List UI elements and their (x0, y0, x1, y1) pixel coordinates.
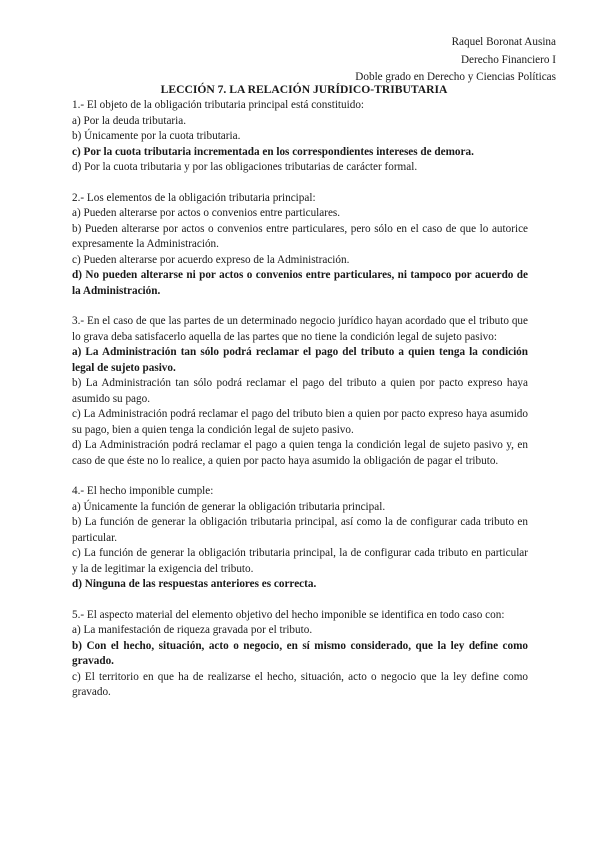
answer-option: a) Únicamente la función de generar la obligación tributaria principal. (72, 500, 386, 513)
question-list (72, 98, 528, 701)
correct-answer-option: c) Por la cuota tributaria incrementada en los correspondientes intereses de demora. (72, 145, 474, 158)
degree-name: Doble grado en Derecho y Ciencias Políticas (355, 71, 556, 83)
correct-answer-option: b) Con el hecho, situación, acto o negocio, en sí mismo considerado, que la ley define como gravado. (72, 639, 528, 667)
question-block (72, 191, 528, 300)
course-name: Derecho Financiero I (460, 53, 556, 66)
correct-answer-option: d) No pueden alterarse ni por actos o convenios entre particulares, ni tampoco por acuerdo de la Administración. (72, 269, 528, 297)
answer-option: c) La función de generar la obligación tributaria principal, la de configurar cada tributo en particular y la de legitimar la exigencia del tributo. (72, 547, 528, 575)
answer-option: a) La manifestación de riqueza gravada por el tributo. (72, 624, 313, 636)
question-stem: 3.- En el caso de que las partes de un determinado negocio jurídico hayan acordado que el tributo que lo grava deba satisfacerlo aquella de las partes que no tiene la condición legal de sujeto pasivo: (72, 315, 528, 343)
question-block (72, 314, 528, 469)
correct-answer-option: d) Ninguna de las respuestas anteriores es correcta. (72, 578, 317, 590)
answer-option: b) Pueden alterarse por actos o convenios entre particulares, pero sólo en el caso de que lo autorice expresamente la Administración. (72, 222, 528, 250)
answer-option: d) La Administración podrá reclamar el pago a quien tenga la condición legal de sujeto pasivo y, en caso de que éste no lo realice, a quien por pacto haya asumido la obligación de pagar el tributo. (72, 439, 528, 467)
question-stem: 4.- El hecho imponible cumple: (72, 485, 214, 497)
question-stem: 2.- Los elementos de la obligación tributaria principal: (72, 191, 316, 204)
answer-option: b) La función de generar la obligación tributaria principal, así como la de configurar cada tributo en particular. (72, 516, 528, 544)
correct-answer-option: a) La Administración tan sólo podrá reclamar el pago del tributo a quien tenga la condición legal de sujeto pasivo. (72, 346, 528, 374)
answer-option: a) Pueden alterarse por actos o convenios entre particulares. (72, 207, 341, 219)
answer-option: b) La Administración tan sólo podrá reclamar el pago del tributo a quien por pacto expreso haya asumido su pago. (72, 377, 528, 405)
answer-option: d) Por la cuota tributaria y por las obligaciones tributarias de carácter formal. (72, 161, 418, 173)
question-stem: 5.- El aspecto material del elemento objetivo del hecho imponible se identifica en todo caso con: (72, 608, 505, 621)
document-header (256, 34, 556, 87)
lesson-title: LECCIÓN 7. LA RELACIÓN JURÍDICO-TRIBUTARIA (160, 83, 448, 96)
question-block (72, 608, 528, 701)
question-block (72, 484, 528, 593)
document-body (72, 82, 528, 701)
answer-option: b) Únicamente por la cuota tributaria. (72, 130, 241, 142)
question-stem: 1.- El objeto de la obligación tributaria principal está constituido: (72, 99, 365, 111)
answer-option: a) Por la deuda tributaria. (72, 114, 187, 127)
answer-option: c) Pueden alterarse por acuerdo expreso de la Administración. (72, 253, 350, 266)
author-name: Raquel Boronat Ausina (451, 36, 556, 48)
answer-option: c) El territorio en que ha de realizarse el hecho, situación, acto o negocio que la ley define como gravado. (72, 670, 528, 698)
answer-option: c) La Administración podrá reclamar el pago del tributo bien a quien por pacto expreso haya asumido su pago, bien a quien tenga la condición legal de sujeto pasivo. (72, 408, 528, 436)
question-block (72, 98, 528, 176)
